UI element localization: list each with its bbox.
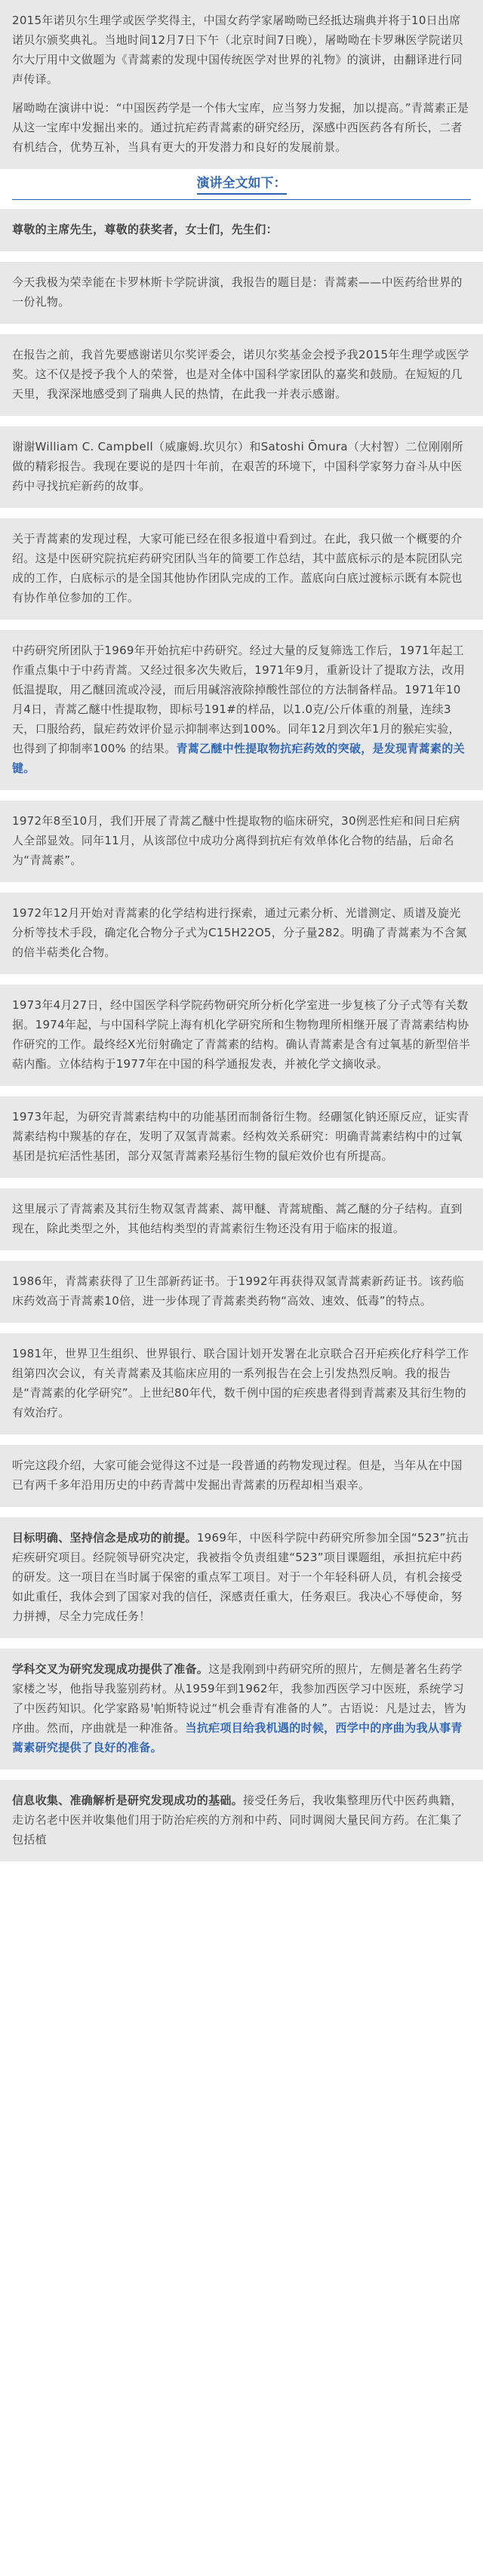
speech-paragraph: 1973年4月27日，经中国医学科学院药物研究所分析化学室进一步复核了分子式等有关数据。1974年起，与中国科学院上海有机化学研究所和生物物理所相继开展了青蒿素结构协作研究的工作。最终经X光衍射确定了青蒿素的结构。确认青蒿素是含有过氧基的新型倍半萜内酯。立体结构于1977年在中国的科学通报发表，并被化学文摘收录。: [12, 998, 471, 1071]
intro-block: [0, 0, 483, 169]
spacer: [0, 974, 483, 985]
highlight-text: 青蒿乙醚中性提取物抗疟药效的突破，是发现青蒿素的关键。: [12, 742, 465, 775]
highlight-text: 当抗疟项目给我机遇的时候，西学中的序曲为我从事青蒿素研究提供了良好的准备。: [12, 1721, 463, 1754]
section-divider: [12, 199, 471, 200]
speech-block: [0, 1333, 483, 1434]
speech-block: [0, 630, 483, 790]
spacer: [0, 416, 483, 426]
speech-paragraph: 今天我极为荣幸能在卡罗林斯卡学院讲演，我报告的题目是：青蒿素——中医药给世界的一份礼物。: [12, 275, 463, 309]
spacer: [0, 508, 483, 518]
speech-block: [0, 1780, 483, 1861]
speech-paragraph: 在报告之前，我首先要感谢诺贝尔奖评委会，诺贝尔奖基金会授予我2015年生理学或医学奖。这不仅是授予我个人的荣誉，也是对全体中国科学家团队的嘉奖和鼓励。在短短的几天里，我深深地感受到了瑞典人民的热情，在此我一并表示感谢。: [12, 348, 469, 401]
speech-paragraph: 听完这段介绍，大家可能会觉得这不过是一段普通的药物发现过程。但是，当年从在中国已有两千多年沿用历史的中药青蒿中发掘出青蒿素的历程却相当艰辛。: [12, 1459, 463, 1492]
speech-block: [0, 1188, 483, 1250]
section-title: [0, 169, 483, 199]
bold-lead: 信息收集、准确解析是研究发现成功的基础。: [12, 1794, 244, 1807]
section-title-text: 演讲全文如下：: [197, 172, 287, 195]
speech-paragraph: 1972年8至10月，我们开展了青蒿乙醚中性提取物的临床研究，30例恶性疟和间日疟病人全部显效。同年11月，从该部位中成功分离得到抗疟有效单体化合物的结晶，后命名为“青蒿素”。: [12, 814, 460, 867]
speech-paragraph: 1981年，世界卫生组织、世界银行、联合国计划开发署在北京联合召开疟疾化疗科学工作组第四次会议，有关青蒿素及其临床应用的一系列报告在会上引发热烈反响。我的报告是“青蒿素的化学研究”。上世纪80年代，数千例中国的疟疾患者得到青蒿素及其衍生物的有效治疗。: [12, 1347, 469, 1419]
spacer: [0, 1250, 483, 1261]
spacer: [0, 324, 483, 334]
speech-block: [0, 893, 483, 974]
speech-block: [0, 1096, 483, 1178]
paragraph-text: 中药研究所团队于1969年开始抗疟中药研究。经过大量的反复筛选工作后，1971年起工作重点集中于中药青蒿。又经过很多次失败后，1971年9月，重新设计了提取方法，改用低温提取，用乙醚回流或冷浸，而后用碱溶液除掉酸性部位的方法制备样品。1971年10月4日，青蒿乙醚中性提取物，即标号191#的样品，以1.0克/公斤体重的剂量，连续3天，口服给药，鼠疟药效评价显示抑制率达到100%。同年12月到次年1月的猴疟实验，也得到了抑制率100% 的结果。: [12, 644, 466, 755]
spacer: [0, 790, 483, 801]
intro-paragraph: 屠呦呦在演讲中说：“中国医药学是一个伟大宝库，应当努力发掘，加以提高。”青蒿素正是从这一宝库中发掘出来的。通过抗疟药青蒿素的研究经历，深感中西医药各有所长，二者有机结合，优势互补，当具有更大的开发潜力和良好的发展前景。: [12, 101, 469, 154]
speech-block: [0, 985, 483, 1086]
bold-lead: 目标明确、坚持信念是成功的前提。: [12, 1531, 197, 1545]
spacer: [0, 1769, 483, 1780]
speech-block: [0, 518, 483, 619]
speech-block: [0, 426, 483, 508]
spacer: [0, 251, 483, 262]
speech-paragraph: 关于青蒿素的发现过程，大家可能已经在很多报道中看到过。在此，我只做一个概要的介绍。这是中医研究院抗疟药研究团队当年的简要工作总结，其中蓝底标示的是本院团队完成的工作，白底标示的是全国其他协作团队完成的工作。蓝底向白底过渡标示既有本院也有协作单位参加的工作。: [12, 532, 463, 604]
speech-paragraph: 1986年，青蒿素获得了卫生部新药证书。于1992年再获得双氢青蒿素新药证书。该药临床药效高于青蒿素10倍，进一步体现了青蒿素类药物“高效、速效、低毒”的特点。: [12, 1274, 464, 1308]
speech-paragraph-cross: [12, 1659, 471, 1757]
salutation-block: [0, 209, 483, 251]
spacer: [0, 1086, 483, 1096]
salutation: 尊敬的主席先生，尊敬的获奖者，女士们，先生们：: [12, 223, 278, 236]
speech-block: [0, 1649, 483, 1769]
speech-block: [0, 1445, 483, 1507]
paragraph-text: 接受任务后，我收集整理历代中医药典籍，走访名老中医并收集他们用于防治疟疾的方剂和中药、同时调阅大量民间方药。在汇集了包括植: [12, 1794, 463, 1846]
speech-paragraph: 1973年起，为研究青蒿素结构中的功能基团而制备衍生物。经硼氢化钠还原反应，证实青蒿素结构中羰基的存在，发明了双氢青蒿素。经构效关系研究：明确青蒿素结构中的过氧基团是抗疟活性基团，部分双氢青蒿素羟基衍生物的鼠疟效价也有所提高。: [12, 1110, 469, 1163]
spacer: [0, 882, 483, 893]
spacer: [0, 1434, 483, 1445]
spacer: [0, 1323, 483, 1333]
spacer: [0, 1507, 483, 1517]
speech-block: [0, 262, 483, 324]
speech-paragraph: 1972年12月开始对青蒿素的化学结构进行探索，通过元素分析、光谱测定、质谱及旋光分析等技术手段，确定化合物分子式为C15H22O5，分子量282。明确了青蒿素为不含氮的倍半萜类化合物。: [12, 906, 467, 959]
speech-block: [0, 801, 483, 882]
speech-paragraph: 谢谢William C. Campbell（威廉姆.坎贝尔）和Satoshi Ōmura（大村智）二位刚刚所做的精彩报告。我现在要说的是四十年前，在艰苦的环境下，中国科学家努力奋斗从中医药中寻找抗疟新药的故事。: [12, 440, 463, 493]
speech-paragraph-goal: [12, 1528, 471, 1626]
spacer: [0, 1178, 483, 1188]
speech-block: [0, 1517, 483, 1638]
bold-lead: 学科交叉为研究发现成功提供了准备。: [12, 1662, 209, 1676]
speech-paragraph: 这里展示了青蒿素及其衍生物双氢青蒿素、蒿甲醚、青蒿琥酯、蒿乙醚的分子结构。直到现在，除此类型之外，其他结构类型的青蒿素衍生物还没有用于临床的报道。: [12, 1202, 463, 1235]
speech-block: [0, 1261, 483, 1323]
intro-paragraph: 2015年诺贝尔生理学或医学奖得主，中国女药学家屠呦呦已经抵达瑞典并将于10日出席诺贝尔颁奖典礼。当地时间12月7日下午（北京时间7日晚），屠呦呦在卡罗琳医学院诺贝尔大厅用中文做题为《青蒿素的发现中国传统医学对世界的礼物》的演讲，由翻译进行同声传译。: [12, 14, 463, 86]
speech-paragraph-info: [12, 1791, 471, 1849]
spacer: [0, 619, 483, 630]
speech-paragraph-1969: [12, 641, 471, 778]
paragraph-text: 这是我刚到中药研究所的照片，左侧是著名生药学家楼之岑，他指导我鉴别药材。从1959年到1962年，我参加西医学习中医班，系统学习了中医药知识。化学家路易'帕斯特说过“机会垂青有准备的人”。古语说：凡是过去，皆为序曲。然而，序曲就是一种准备。: [12, 1662, 466, 1735]
speech-block: [0, 334, 483, 416]
paragraph-text: 1969年，中医科学院中药研究所参加全国“523”抗击疟疾研究项目。经院领导研究决定，我被指令负责组建“523”项目课题组，承担抗疟中药的研发。这一项目在当时属于保密的重点军工项目。对于一个年轻科研人员，有机会接受如此重任，我体会到了国家对我的信任，深感责任重大，任务艰巨。我决心不辱使命，努力拼搏，尽全力完成任务！: [12, 1531, 469, 1623]
spacer: [0, 1638, 483, 1649]
